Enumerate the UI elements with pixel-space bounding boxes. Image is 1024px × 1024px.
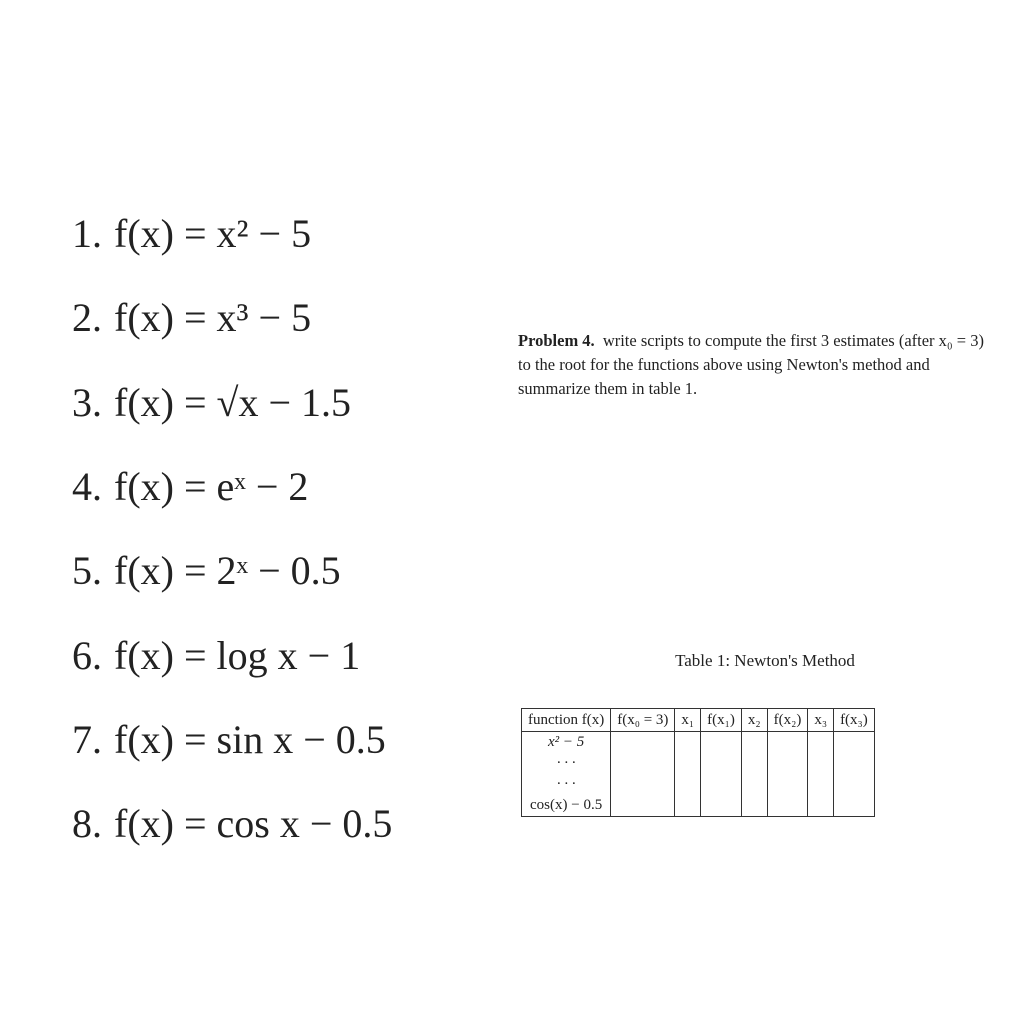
header-x1: x₁ <box>675 709 701 732</box>
table-cell <box>611 795 675 817</box>
table-cell: · · · <box>522 774 611 795</box>
table-cell <box>834 774 875 795</box>
header-x3: x₃ <box>808 709 834 732</box>
function-number: 2. <box>72 295 102 340</box>
table-cell <box>834 732 875 754</box>
function-item-6 <box>72 632 360 680</box>
function-list <box>0 0 500 1024</box>
function-item-4 <box>72 463 308 511</box>
function-expression: f(x) = log x − 1 <box>114 633 361 678</box>
function-item-8 <box>72 800 392 848</box>
function-number: 4. <box>72 464 102 509</box>
table-cell <box>701 732 742 754</box>
function-number: 7. <box>72 717 102 762</box>
table-cell <box>808 753 834 774</box>
table-cell <box>611 732 675 754</box>
table-caption: Table 1: Newton's Method <box>675 651 855 670</box>
table-cell <box>834 753 875 774</box>
function-expression: f(x) = x² − 5 <box>114 211 312 256</box>
function-expression: f(x) = √x − 1.5 <box>114 380 352 425</box>
table-row <box>522 753 875 774</box>
function-number: 1. <box>72 211 102 256</box>
table-cell <box>611 774 675 795</box>
table-row <box>522 774 875 795</box>
function-item-7 <box>72 716 386 764</box>
table-header-row <box>522 709 875 732</box>
table-row <box>522 795 875 817</box>
table-cell <box>767 774 808 795</box>
table-cell: cos(x) − 0.5 <box>522 795 611 817</box>
function-item-3 <box>72 379 351 427</box>
table-cell <box>808 795 834 817</box>
table-cell <box>834 795 875 817</box>
function-expression: f(x) = sin x − 0.5 <box>114 717 386 762</box>
header-f-x3: f(x₃) <box>834 709 875 732</box>
header-function: function f(x) <box>522 709 611 732</box>
table-cell <box>767 732 808 754</box>
table-cell <box>701 753 742 774</box>
table-cell <box>611 753 675 774</box>
function-number: 5. <box>72 548 102 593</box>
function-item-1 <box>72 210 311 258</box>
problem-label: Problem 4. <box>518 330 595 350</box>
table-cell <box>741 732 767 754</box>
table-cell: x² − 5 <box>522 732 611 754</box>
table-cell <box>701 774 742 795</box>
table-cell <box>741 795 767 817</box>
header-f-x1: f(x₁) <box>701 709 742 732</box>
function-expression: f(x) = x³ − 5 <box>114 295 312 340</box>
function-expression: f(x) = cos x − 0.5 <box>114 801 393 846</box>
table-cell <box>675 795 701 817</box>
function-number: 3. <box>72 380 102 425</box>
table-cell <box>675 732 701 754</box>
header-x2: x₂ <box>741 709 767 732</box>
function-item-2 <box>72 294 311 342</box>
table-cell <box>675 774 701 795</box>
table-cell <box>767 795 808 817</box>
table-cell <box>767 753 808 774</box>
table-cell <box>808 732 834 754</box>
function-expression: f(x) = eˣ − 2 <box>114 464 309 509</box>
header-f-x2: f(x₂) <box>767 709 808 732</box>
function-item-5 <box>72 547 341 595</box>
table-cell <box>741 774 767 795</box>
header-f-x0: f(x₀ = 3) <box>611 709 675 732</box>
problem-statement <box>518 329 998 401</box>
problem-text: write scripts to compute the first 3 estimates (after x₀ = 3) to the root for the functions above using Newton's method and summarize them in table 1. <box>518 330 984 398</box>
table-row <box>522 732 875 754</box>
table-cell: · · · <box>522 753 611 774</box>
table-cell <box>675 753 701 774</box>
newton-method-table <box>521 708 875 817</box>
table-cell <box>808 774 834 795</box>
table-cell <box>741 753 767 774</box>
table-cell <box>701 795 742 817</box>
function-expression: f(x) = 2ˣ − 0.5 <box>114 548 341 593</box>
function-number: 8. <box>72 801 102 846</box>
function-number: 6. <box>72 633 102 678</box>
